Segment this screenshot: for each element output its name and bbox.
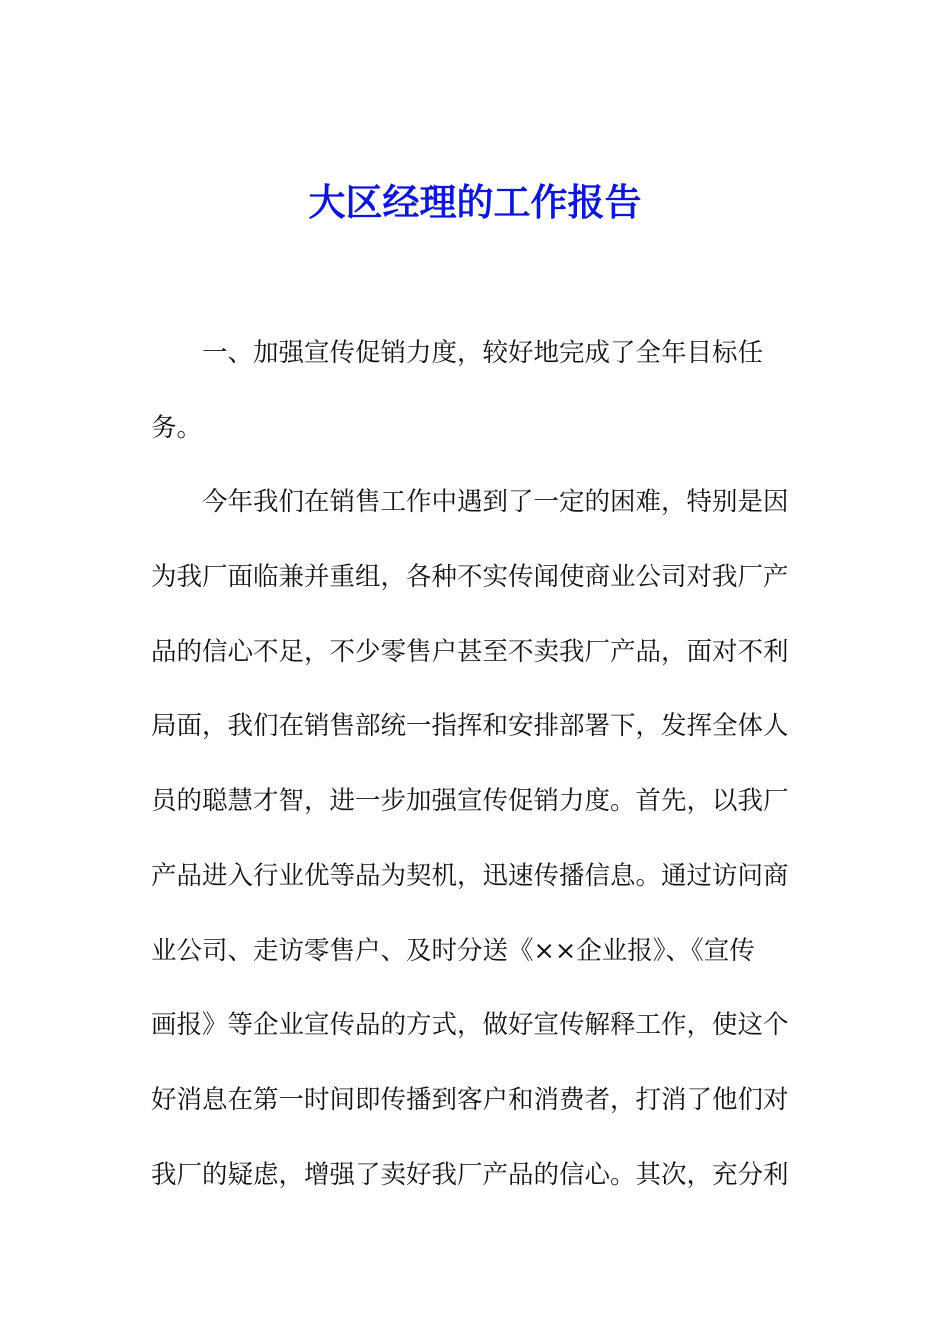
text-line: 员的聪慧才智，进一步加强宣传促销力度。首先，以我厂 [151, 786, 789, 817]
text-line: 我厂的疑虑，增强了卖好我厂产品的信心。其次，充分利 [151, 1159, 789, 1190]
text-line: 好消息在第一时间即传播到客户和消费者，打消了他们对 [151, 1084, 789, 1115]
text-line: 务。 [151, 412, 203, 443]
paragraph-first-line: 今年我们在销售工作中遇到了一定的困难，特别是因 [202, 487, 789, 518]
document-title: 大区经理的工作报告 [308, 180, 642, 224]
heading-line: 一、加强宣传促销力度，较好地完成了全年目标任 [202, 338, 764, 368]
text-line: 业公司、走访零售户、及时分送《××企业报》、《宣传 [151, 935, 755, 966]
text-line: 产品进入行业优等品为契机，迅速传播信息。通过访问商 [151, 860, 789, 891]
text-line: 画报》等企业宣传品的方式，做好宣传解释工作，使这个 [151, 1010, 789, 1041]
text-line: 为我厂面临兼并重组，各种不实传闻使商业公司对我厂产 [151, 562, 789, 593]
text-line: 局面，我们在销售部统一指挥和安排部署下，发挥全体人 [151, 711, 789, 742]
text-line: 品的信心不足，不少零售户甚至不卖我厂产品，面对不利 [151, 636, 789, 667]
document-body [151, 316, 791, 1212]
